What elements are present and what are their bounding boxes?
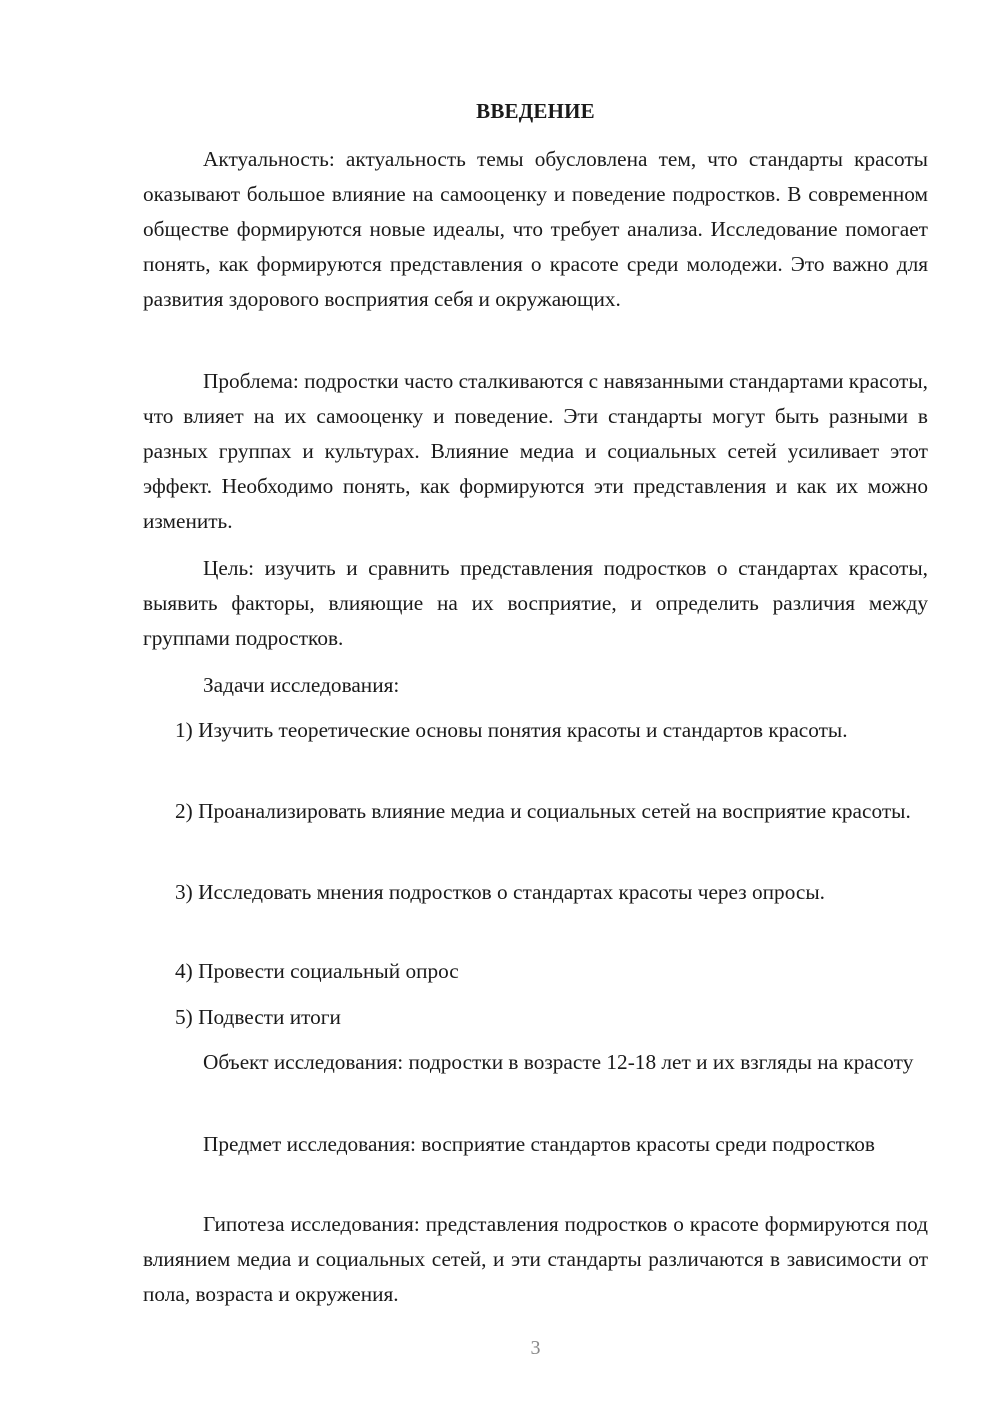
list-item: 3) Исследовать мнения подростков о стандартах красоты через опросы. (175, 880, 825, 904)
list-item: 2) Проанализировать влияние медиа и социальных сетей на восприятие красоты. (175, 799, 911, 823)
paragraph-goal: Цель: изучить и сравнить представления подростков о стандартах красоты, выявить факторы, влияющие на их восприятие, и определить различия между группами подростков. (143, 556, 928, 650)
paragraph-problem: Проблема: подростки часто сталкиваются с навязанными стандартами красоты, что влияет на их самооценку и поведение. Эти стандарты могут быть разными в разных группах и культурах. Влияние медиа и социальных сетей усиливает этот эффект. Необходимо понять, как формируются эти представления и как их можно изменить. (143, 369, 928, 533)
paragraph-object: Объект исследования: подростки в возрасте 12-18 лет и их взгляды на красоту (203, 1050, 914, 1074)
list-item: 4) Провести социальный опрос (175, 959, 459, 983)
list-item: 1) Изучить теоретические основы понятия красоты и стандартов красоты. (175, 718, 848, 742)
page-number: 3 (530, 1337, 541, 1359)
paragraph-relevance: Актуальность: актуальность темы обусловлена тем, что стандарты красоты оказывают большое влияние на самооценку и поведение подростков. В современном обществе формируются новые идеалы, что требует анализа. Исследование помогает понять, как формируются представления о красоте среди молодежи. Это важно для развития здорового восприятия себя и окружающих. (143, 147, 928, 311)
paragraph-subject: Предмет исследования: восприятие стандартов красоты среди подростков (203, 1132, 875, 1156)
list-item: 5) Подвести итоги (175, 1005, 341, 1029)
paragraph-hypothesis: Гипотеза исследования: представления подростков о красоте формируются под влиянием медиа и социальных сетей, и эти стандарты различаются в зависимости от пола, возраста и окружения. (143, 1212, 928, 1306)
tasks-heading: Задачи исследования: (203, 673, 400, 697)
section-title: ВВЕДЕНИЕ (476, 99, 595, 123)
